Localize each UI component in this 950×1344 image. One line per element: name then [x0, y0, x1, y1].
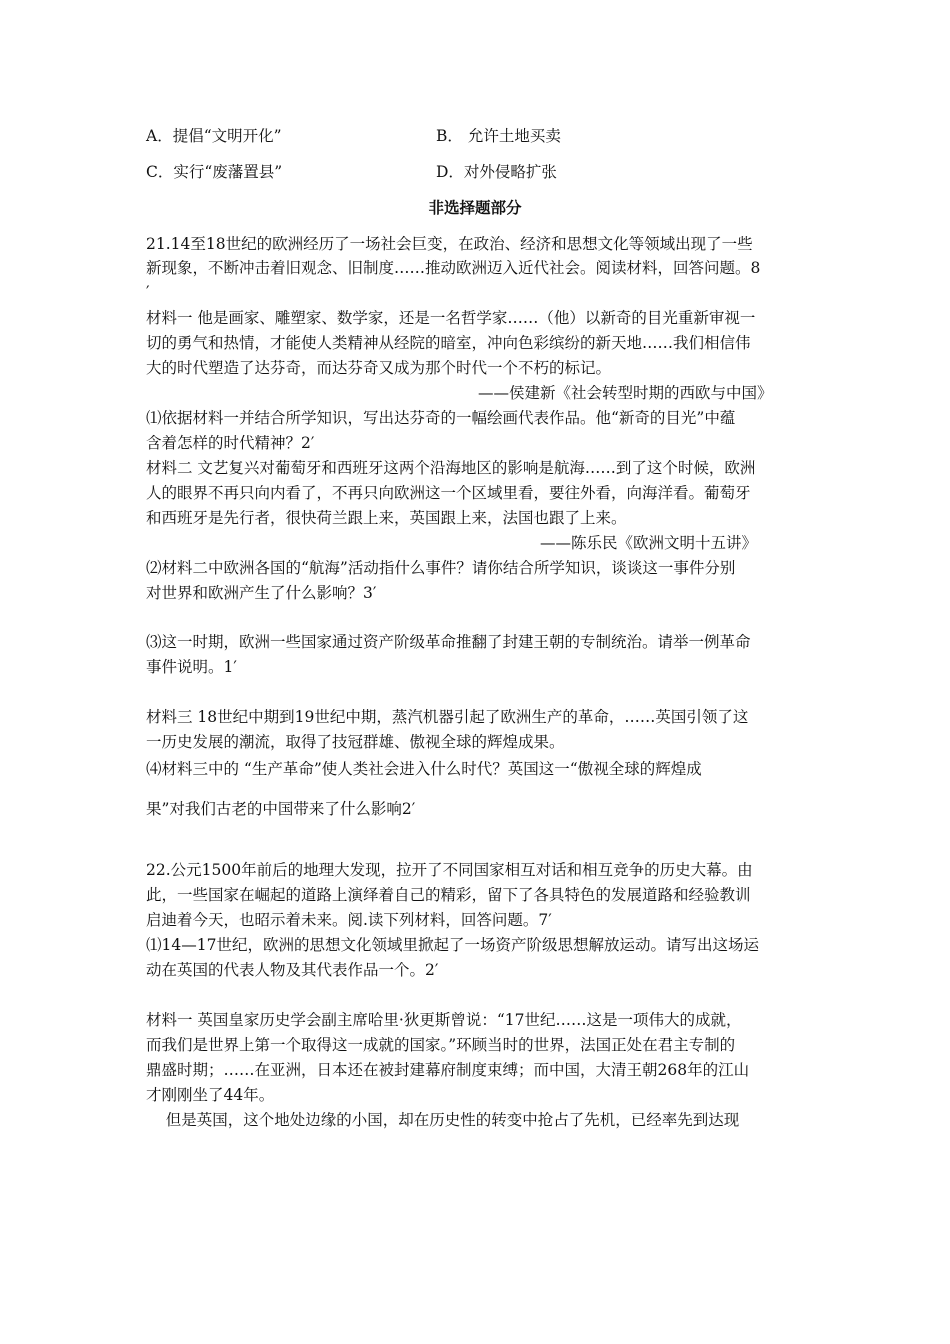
option-b: B． 允许土地买卖 — [436, 127, 561, 145]
q21-question2-line: ⑵材料二中欧洲各国的“航海”活动指什么事件？请你结合所学知识，谈谈这一事件分别 — [146, 559, 736, 577]
q21-intro-line: 新现象，不断冲击着旧观念、旧制度……推动欧洲迈入近代社会。阅读材料，回答问题。8 — [146, 259, 761, 277]
q21-source2: ——陈乐民《欧洲文明十五讲》 — [540, 534, 758, 552]
option-c: C．实行“废藩置县” — [146, 163, 283, 181]
q22-material1-line: 才刚刚坐了44年。 — [146, 1086, 275, 1104]
q21-material2-line: 材料二 文艺复兴对葡萄牙和西班牙这两个沿海地区的影响是航海……到了这个时候，欧洲 — [146, 459, 756, 477]
q21-material3-line: 材料三 18世纪中期到19世纪中期，蒸汽机器引起了欧洲生产的革命，……英国引领了这 — [146, 708, 749, 726]
q21-question3-line: 事件说明。1′ — [146, 658, 237, 676]
q22-material1-line: 但是英国，这个地处边缘的小国，却在历史性的转变中抢占了先机，已经率先到达现 — [146, 1111, 740, 1129]
q21-source1: ——侯建新《社会转型时期的西欧与中国》 — [478, 384, 773, 402]
option-d: D．对外侵略扩张 — [436, 163, 557, 181]
q22-intro-line: 启迪着今天，也昭示着未来。阅.读下列材料，回答问题。7′ — [146, 911, 552, 929]
q22-question1-line: ⑴14—17世纪，欧洲的思想文化领域里掀起了一场资产阶级思想解放运动。请写出这场运 — [146, 936, 759, 954]
q21-material3-line: 一历史发展的潮流，取得了技冠群雄、傲视全球的辉煌成果。 — [146, 733, 565, 751]
q22-material1-line: 鼎盛时期；……在亚洲，日本还在被封建幕府制度束缚；而中国，大清王朝268年的江山 — [146, 1061, 750, 1079]
q22-question1-line: 动在英国的代表人物及其代表作品一个。2′ — [146, 961, 439, 979]
q22-intro-line: 此，一些国家在崛起的道路上演绎着自己的精彩，留下了各具特色的发展道路和经验教训 — [146, 886, 751, 904]
q21-material1-line: 大的时代塑造了达芬奇，而达芬奇又成为那个时代一个不朽的标记。 — [146, 359, 612, 377]
q21-question2-line: 对世界和欧洲产生了什么影响？3′ — [146, 584, 377, 602]
q21-question4-line: 果”对我们古老的中国带来了什么影响2′ — [146, 800, 416, 818]
q21-intro-line: ′ — [146, 283, 150, 301]
q21-intro-line: 21.14至18世纪的欧洲经历了一场社会巨变，在政治、经济和思想文化等领域出现了一些 — [146, 235, 753, 253]
option-a: A．提倡“文明开化” — [146, 127, 282, 145]
q21-material2-line: 和西班牙是先行者，很快荷兰跟上来，英国跟上来，法国也跟了上来。 — [146, 509, 627, 527]
q21-question1-line: ⑴依据材料一并结合所学知识，写出达芬奇的一幅绘画代表作品。他“新奇的目光”中蕴 — [146, 409, 736, 427]
q21-material1-line: 切的勇气和热情，才能使人类精神从经院的暗室，冲向色彩缤纷的新天地……我们相信伟 — [146, 334, 751, 352]
section-heading: 非选择题部分 — [428, 199, 522, 217]
q21-question4-line: ⑷材料三中的 “生产革命”使人类社会进入什么时代？英国这一“傲视全球的辉煌成 — [146, 760, 702, 778]
q22-material1-line: 材料一 英国皇家历史学会副主席哈里·狄更斯曾说：“17世纪……这是一项伟大的成就， — [146, 1011, 742, 1029]
q21-question3-line: ⑶这一时期，欧洲一些国家通过资产阶级革命推翻了封建王朝的专制统治。请举一例革命 — [146, 633, 751, 651]
q21-material1-line: 材料一 他是画家、雕塑家、数学家，还是一名哲学家……（他）以新奇的目光重新审视一 — [146, 309, 756, 327]
q21-material2-line: 人的眼界不再只向内看了，不再只向欧洲这一个区域里看，要往外看，向海洋看。葡萄牙 — [146, 484, 751, 502]
q22-material1-line: 而我们是世界上第一个取得这一成就的国家。”环顾当时的世界，法国正处在君主专制的 — [146, 1036, 736, 1054]
q22-intro-line: 22.公元1500年前后的地理大发现，拉开了不同国家相互对话和相互竞争的历史大幕。由 — [146, 861, 753, 879]
q21-question1-line: 含着怎样的时代精神？2′ — [146, 434, 315, 452]
